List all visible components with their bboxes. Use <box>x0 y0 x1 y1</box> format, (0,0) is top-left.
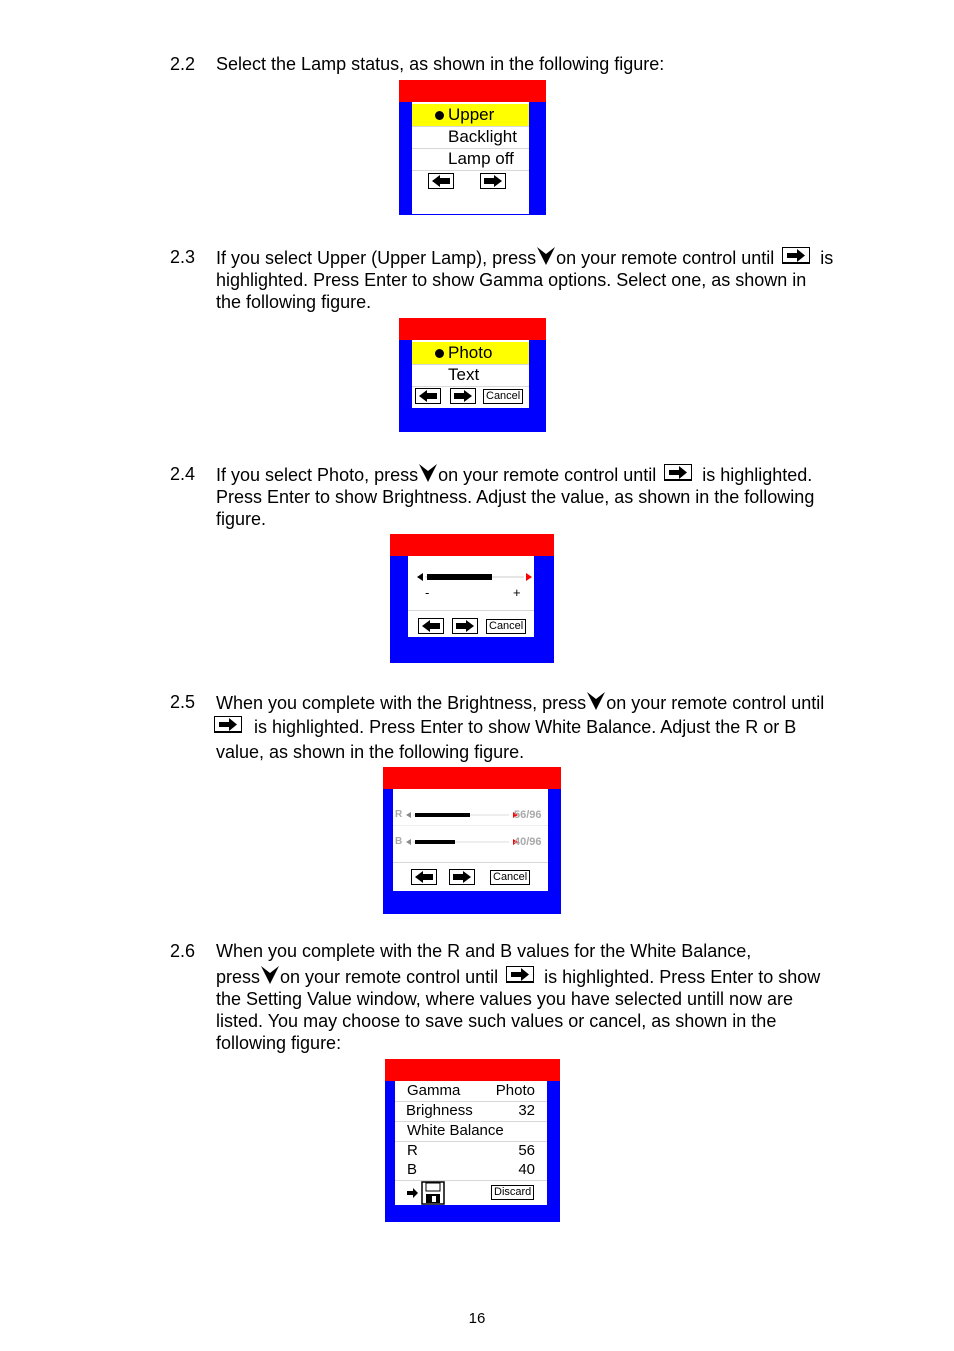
menu-item-upper[interactable]: Upper <box>412 104 529 127</box>
setting-label: White Balance <box>407 1122 504 1139</box>
divider <box>408 610 534 611</box>
arrow-left-icon <box>429 174 453 188</box>
step-text-line-1 <box>216 246 833 270</box>
menu-item-photo[interactable]: Photo <box>412 342 529 365</box>
cancel-button[interactable]: Cancel <box>486 619 526 634</box>
next-arrow-button[interactable] <box>449 869 475 885</box>
step-number: 2.4 <box>170 464 196 484</box>
save-button[interactable] <box>405 1181 451 1205</box>
step-text-line-2 <box>214 716 796 739</box>
b-slider[interactable] <box>405 836 520 848</box>
text-segment: is highlighted. Press Enter to show White Balance. Adjust the R or B <box>254 717 797 737</box>
selected-dot-icon <box>435 111 444 120</box>
r-slider[interactable] <box>405 809 520 821</box>
text-segment: is highlighted. <box>702 465 813 485</box>
step-text-line-1: When you complete with the R and B values for the White Balance, <box>216 941 752 961</box>
b-label: B <box>395 836 403 847</box>
back-arrow-button[interactable] <box>418 618 444 634</box>
down-arrow-icon <box>536 246 556 266</box>
decrease-arrow-icon <box>417 573 423 581</box>
setting-value: 32 <box>518 1102 535 1119</box>
cancel-button[interactable]: Cancel <box>483 389 523 404</box>
text-segment: press <box>216 967 261 987</box>
right-arrow-button-icon <box>782 247 810 264</box>
lamp-status-menu <box>399 80 546 215</box>
r-value: 56/96 <box>514 809 542 821</box>
text-segment: is <box>820 248 834 268</box>
setting-row-r <box>395 1141 547 1161</box>
brightness-panel <box>408 556 534 637</box>
down-arrow-icon <box>260 965 280 985</box>
next-arrow-button[interactable] <box>480 173 506 189</box>
next-arrow-button[interactable] <box>450 388 476 404</box>
gamma-menu <box>399 318 546 432</box>
plus-label: + <box>513 585 521 600</box>
cancel-button[interactable]: Cancel <box>490 870 530 885</box>
title-bar <box>390 534 554 556</box>
setting-row-brightness <box>395 1101 547 1122</box>
discard-button[interactable]: Discard <box>491 1185 534 1200</box>
arrow-right-icon <box>481 174 505 188</box>
back-arrow-button[interactable] <box>415 388 441 404</box>
next-arrow-button[interactable] <box>452 618 478 634</box>
floppy-disk-icon <box>422 1182 444 1204</box>
setting-value: 56 <box>518 1142 535 1159</box>
step-text-line-1 <box>216 463 812 487</box>
step-text-line-3: the following figure. <box>216 292 372 312</box>
brightness-dialog <box>390 534 554 663</box>
step-text-line-3: the Setting Value window, where values you have selected untill now are <box>216 989 794 1009</box>
step-text-line-2 <box>216 965 820 989</box>
menu-item-text[interactable]: Text <box>412 364 529 387</box>
setting-value: Photo <box>495 1082 535 1099</box>
setting-row-white-balance <box>395 1121 547 1142</box>
menu-item-backlight[interactable]: Backlight <box>412 126 529 149</box>
r-slider-fill <box>415 813 470 817</box>
white-balance-dialog <box>383 767 561 914</box>
text-segment: is highlighted. Press Enter to show <box>544 967 821 987</box>
slider-fill <box>427 574 492 580</box>
r-label: R <box>395 809 403 820</box>
arrow-right-icon <box>450 870 474 884</box>
setting-row-b <box>395 1160 547 1181</box>
selected-dot-icon <box>435 349 444 358</box>
title-bar <box>383 767 561 789</box>
step-number: 2.3 <box>170 247 196 267</box>
step-text-line-2: highlighted. Press Enter to show Gamma options. Select one, as shown in <box>216 270 807 290</box>
back-arrow-button[interactable] <box>411 869 437 885</box>
arrow-right-icon <box>451 389 475 403</box>
minus-label: - <box>425 585 430 600</box>
menu-panel <box>412 340 529 408</box>
title-bar <box>385 1059 560 1081</box>
arrow-right-icon <box>453 619 477 633</box>
arrow-left-icon <box>419 619 443 633</box>
text-segment: on your remote control until <box>556 248 775 268</box>
arrow-left-icon <box>412 870 436 884</box>
text-segment: on your remote control until <box>280 967 499 987</box>
white-balance-panel <box>393 789 548 891</box>
down-arrow-icon <box>586 691 606 711</box>
text-segment: When you complete with the Brightness, press <box>216 693 587 713</box>
increase-arrow-icon <box>526 573 532 581</box>
setting-label: B <box>407 1161 418 1178</box>
text-segment: on your remote control until <box>438 465 657 485</box>
page-number: 16 <box>468 1310 486 1327</box>
setting-label: R <box>407 1142 418 1159</box>
title-bar <box>399 318 546 340</box>
setting-value: 40 <box>518 1161 535 1178</box>
b-value: 40/96 <box>514 836 542 848</box>
settings-panel <box>395 1081 547 1205</box>
step-text-line-4: listed. You may choose to save such values or cancel, as shown in the <box>216 1011 777 1031</box>
arrow-left-icon <box>416 389 440 403</box>
text-segment: on your remote control until <box>606 693 825 713</box>
divider <box>393 862 548 863</box>
back-arrow-button[interactable] <box>428 173 454 189</box>
title-bar <box>399 80 546 102</box>
right-arrow-button-icon <box>664 464 692 481</box>
step-text-line-3: value, as shown in the following figure. <box>216 742 525 762</box>
menu-panel <box>412 102 529 214</box>
step-text-line-2: Press Enter to show Brightness. Adjust the value, as shown in the following <box>216 487 815 507</box>
menu-item-lamp-off[interactable]: Lamp off <box>412 148 529 171</box>
step-text-line-3: figure. <box>216 509 267 529</box>
step-text-line-5: following figure: <box>216 1033 342 1053</box>
step-number: 2.2 <box>170 54 196 74</box>
arrow-right-icon <box>407 1188 418 1198</box>
down-arrow-icon <box>418 463 438 483</box>
text-segment: If you select Photo, press <box>216 465 419 485</box>
b-slider-fill <box>415 840 455 844</box>
step-text: Select the Lamp status, as shown in the following figure: <box>216 54 665 74</box>
setting-label: Gamma <box>407 1082 461 1099</box>
setting-value-window <box>385 1059 560 1222</box>
step-number: 2.6 <box>170 941 196 961</box>
text-segment: If you select Upper (Upper Lamp), press <box>216 248 537 268</box>
setting-row-gamma <box>395 1081 547 1102</box>
setting-label: Brighness <box>406 1102 473 1119</box>
right-arrow-button-icon <box>506 966 534 983</box>
right-arrow-button-icon <box>214 716 242 733</box>
step-text-line-1 <box>216 691 824 715</box>
brightness-slider[interactable] <box>408 556 534 611</box>
divider <box>393 825 548 826</box>
step-number: 2.5 <box>170 692 196 712</box>
